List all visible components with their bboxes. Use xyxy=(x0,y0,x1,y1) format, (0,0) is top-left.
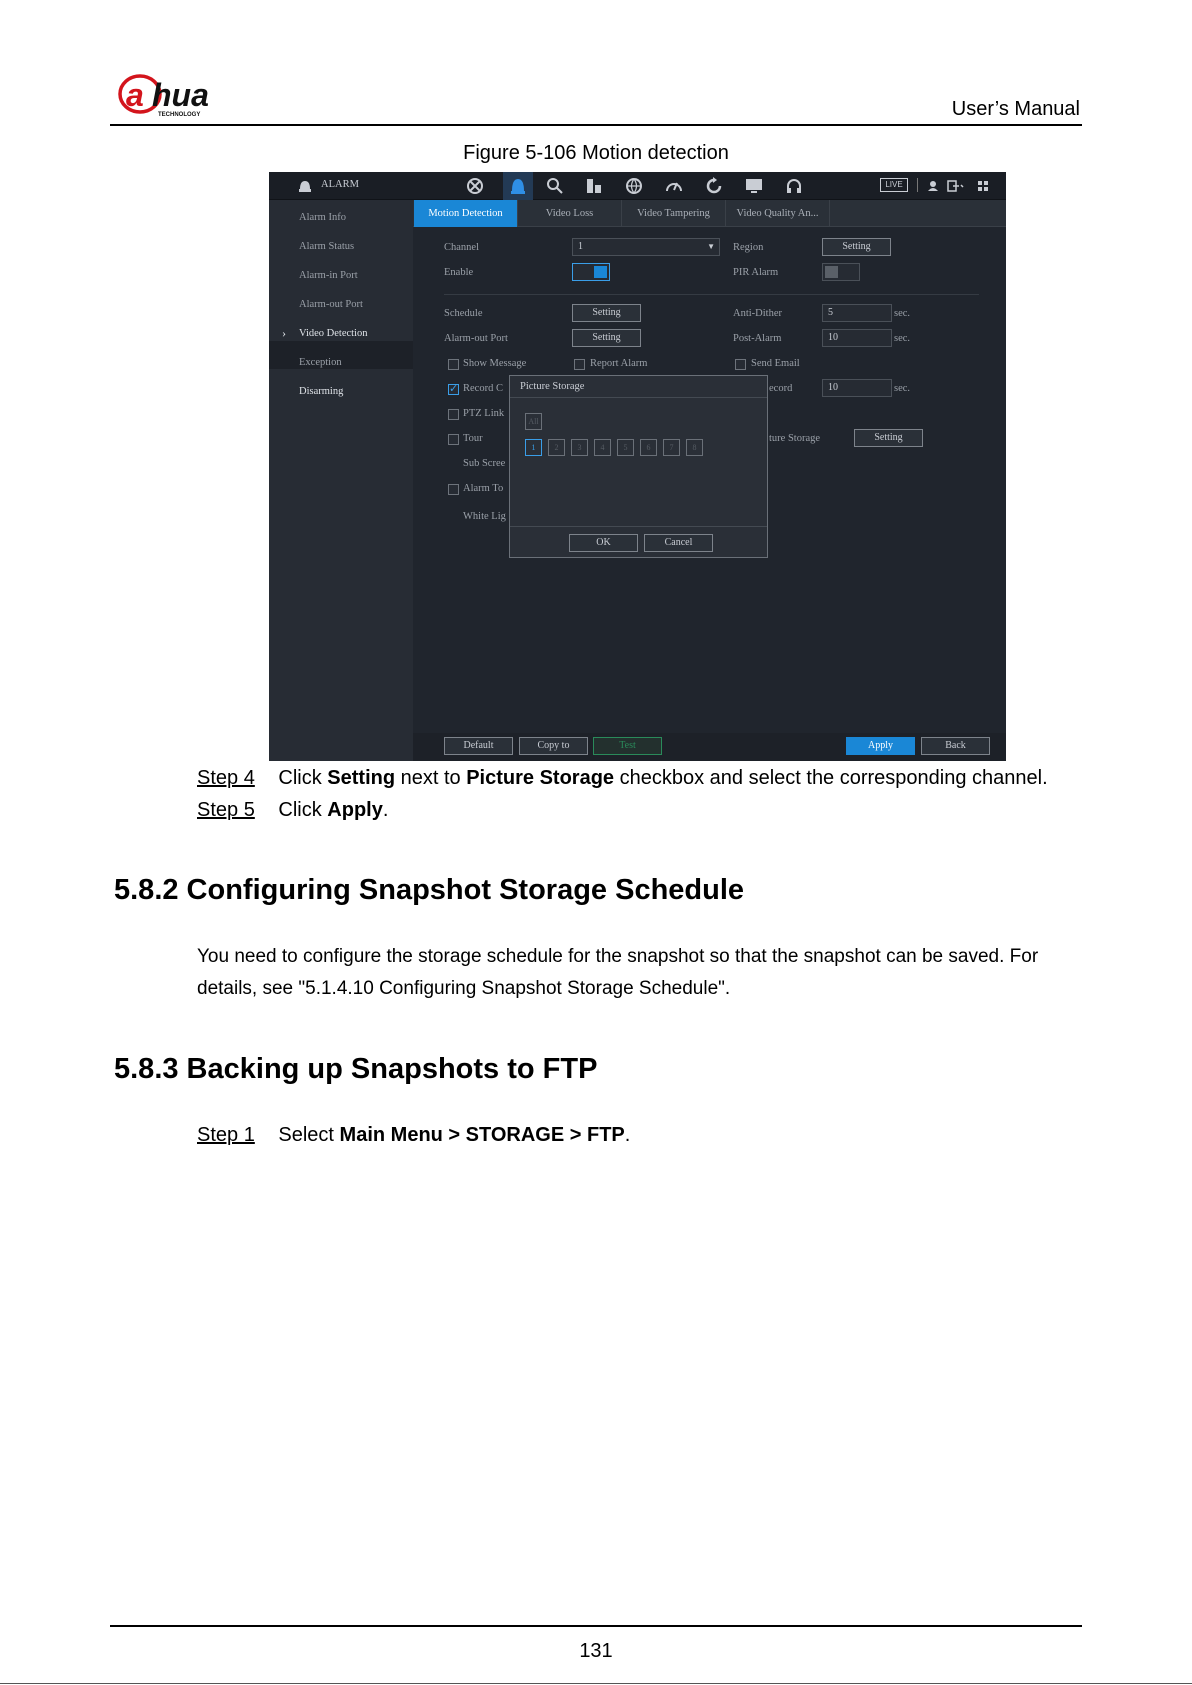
show-message-checkbox[interactable] xyxy=(448,359,459,370)
post-record-unit: sec. xyxy=(894,383,911,394)
report-alarm-label: Report Alarm xyxy=(590,358,648,369)
network-globe-icon[interactable] xyxy=(625,177,643,195)
channel-5-checkbox[interactable]: 5 xyxy=(617,439,634,456)
test-button[interactable]: Test xyxy=(593,737,662,755)
apply-button[interactable]: Apply xyxy=(846,737,915,755)
channel-8-checkbox[interactable]: 8 xyxy=(686,439,703,456)
post-record-input[interactable]: 10 xyxy=(822,379,892,397)
schedule-setting-button[interactable]: Setting xyxy=(572,304,641,322)
motion-detection-screenshot xyxy=(269,172,1006,761)
channel-6-checkbox[interactable]: 6 xyxy=(640,439,657,456)
picture-storage-label: ture Storage xyxy=(769,433,821,444)
post-alarm-input[interactable]: 10 xyxy=(822,329,892,347)
step-5-label: Step 5 xyxy=(197,799,255,821)
step-4-picture-storage: Picture Storage xyxy=(466,767,615,789)
step-1-text: . xyxy=(624,1124,631,1146)
section-5-8-2-para xyxy=(197,941,1077,1005)
channel-value: 1 xyxy=(578,241,583,252)
header-rule xyxy=(110,124,1082,126)
alarm-icon xyxy=(510,177,526,195)
display-monitor-icon[interactable] xyxy=(745,177,763,195)
post-alarm-unit: sec. xyxy=(894,333,911,344)
record-channel-label: Record C xyxy=(463,383,503,394)
step-5 xyxy=(197,799,388,822)
sub-screen-label: Sub Scree xyxy=(463,458,506,469)
alarm-tone-checkbox[interactable] xyxy=(448,484,459,495)
default-button[interactable]: Default xyxy=(444,737,513,755)
footer-rule xyxy=(110,1625,1082,1627)
schedule-label: Schedule xyxy=(444,308,483,319)
alarm-bell-icon xyxy=(297,178,313,194)
step-5-text: Click xyxy=(278,799,328,821)
sidebar-item-alarm-in-port[interactable]: Alarm-in Port xyxy=(299,270,358,281)
chevron-down-icon: ▼ xyxy=(707,242,715,251)
topbar xyxy=(269,172,1006,200)
anti-dither-input[interactable]: 5 xyxy=(822,304,892,322)
sidebar-item-video-detection[interactable]: Video Detection xyxy=(299,328,368,339)
section-5-8-2-line-1: You need to configure the storage schedule for the snapshot so that the snapshot can be saved. For xyxy=(197,946,1039,967)
page-number: 131 xyxy=(579,1640,613,1662)
tab-motion-detection[interactable]: Motion Detection xyxy=(414,200,518,227)
channel-label: Channel xyxy=(444,242,479,253)
enable-label: Enable xyxy=(444,267,474,278)
step-4-setting: Setting xyxy=(327,767,396,789)
grid-icon[interactable] xyxy=(977,180,989,192)
white-light-label: White Lig xyxy=(463,511,506,522)
ptz-link-label: PTZ Link xyxy=(463,408,505,419)
sidebar-arrow-icon: › xyxy=(282,326,286,340)
channel-3-checkbox[interactable]: 3 xyxy=(571,439,588,456)
step-4 xyxy=(197,767,1048,790)
live-button[interactable]: LIVE xyxy=(880,178,908,192)
report-alarm-checkbox[interactable] xyxy=(574,359,585,370)
anti-dither-unit: sec. xyxy=(894,308,911,319)
dialog-title: Picture Storage xyxy=(520,381,585,392)
ptz-link-checkbox[interactable] xyxy=(448,409,459,420)
section-5-8-2-title: 5.8.2 Configuring Snapshot Storage Schedule xyxy=(114,874,745,906)
storage-icon[interactable] xyxy=(585,177,603,195)
step-1 xyxy=(197,1124,630,1147)
sidebar-item-alarm-out-port[interactable]: Alarm-out Port xyxy=(299,299,363,310)
section-5-8-2-line-2: details, see "5.1.4.10 Configuring Snapshot Storage Schedule". xyxy=(197,978,731,999)
copy-to-button[interactable]: Copy to xyxy=(519,737,588,755)
step-1-text: Select xyxy=(278,1124,340,1146)
topbar-title: ALARM xyxy=(321,179,359,190)
search-person-icon[interactable] xyxy=(545,177,565,195)
dialog-footer-divider xyxy=(510,526,767,527)
picture-storage-setting-button[interactable]: Setting xyxy=(854,429,923,447)
step-1-label: Step 1 xyxy=(197,1124,255,1146)
tab-video-tampering[interactable]: Video Tampering xyxy=(622,200,726,227)
step-4-text: checkbox and select the corresponding channel. xyxy=(614,767,1048,789)
step-5-apply: Apply xyxy=(327,799,383,821)
alarm-tone-label: Alarm To xyxy=(463,483,504,494)
region-setting-button[interactable]: Setting xyxy=(822,238,891,256)
channel-select[interactable] xyxy=(572,238,720,256)
tour-label: Tour xyxy=(463,433,483,444)
step-4-text: Click xyxy=(278,767,328,789)
dialog-header xyxy=(510,376,767,398)
tour-checkbox[interactable] xyxy=(448,434,459,445)
manual-title: User’s Manual xyxy=(951,98,1080,120)
detection-tabs xyxy=(413,200,1006,227)
send-email-checkbox[interactable] xyxy=(735,359,746,370)
channel-4-checkbox[interactable]: 4 xyxy=(594,439,611,456)
channel-7-checkbox[interactable]: 7 xyxy=(663,439,680,456)
gauge-icon[interactable] xyxy=(665,177,683,195)
picture-storage-dialog xyxy=(509,375,768,558)
tab-video-loss[interactable]: Video Loss xyxy=(518,200,622,227)
bottom-bar xyxy=(413,733,1006,761)
maintenance-refresh-icon[interactable] xyxy=(705,177,723,195)
enable-toggle[interactable] xyxy=(572,263,610,281)
dialog-ok-button[interactable]: OK xyxy=(569,534,638,552)
sidebar-item-disarming[interactable]: Disarming xyxy=(299,386,344,397)
alarm-tab-icon-bg[interactable] xyxy=(503,172,533,200)
back-button[interactable]: Back xyxy=(921,737,990,755)
alarm-sidebar xyxy=(269,200,413,761)
logo-mark: a xyxy=(126,77,144,113)
logout-icon[interactable] xyxy=(947,180,965,192)
dialog-cancel-button[interactable]: Cancel xyxy=(644,534,713,552)
channel-1-checkbox[interactable]: 1 xyxy=(525,439,542,456)
step-4-label: Step 4 xyxy=(197,767,255,789)
record-channel-checkbox[interactable] xyxy=(448,384,459,395)
logo-sub: TECHNOLOGY xyxy=(158,112,201,118)
step-4-text: next to xyxy=(395,767,467,789)
tab-video-quality[interactable]: Video Quality An... xyxy=(726,200,830,227)
page-bottom-edge xyxy=(0,1683,1192,1684)
channel-2-checkbox[interactable]: 2 xyxy=(548,439,565,456)
figure-caption: Figure 5-106 Motion detection xyxy=(463,142,729,164)
all-channels-checkbox[interactable]: All xyxy=(525,413,542,430)
anti-dither-label: Anti-Dither xyxy=(733,308,782,319)
show-message-label: Show Message xyxy=(463,358,527,369)
pir-alarm-toggle[interactable] xyxy=(822,263,860,281)
alarm-out-setting-button[interactable]: Setting xyxy=(572,329,641,347)
sidebar-item-exception[interactable]: Exception xyxy=(299,357,342,368)
menu-icon[interactable] xyxy=(465,176,485,196)
form-divider xyxy=(444,294,979,295)
pir-alarm-label: PIR Alarm xyxy=(733,267,779,278)
post-record-label: ecord xyxy=(769,383,793,394)
sidebar-item-alarm-status[interactable]: Alarm Status xyxy=(299,241,355,252)
post-alarm-label: Post-Alarm xyxy=(733,333,782,344)
region-label: Region xyxy=(733,242,764,253)
user-icon[interactable] xyxy=(927,180,939,192)
logo-text: hua xyxy=(152,77,209,113)
sidebar-item-alarm-info[interactable]: Alarm Info xyxy=(299,212,346,223)
step-1-path: Main Menu > STORAGE > FTP xyxy=(339,1124,625,1146)
topbar-divider xyxy=(917,178,918,192)
step-5-text: . xyxy=(382,799,389,821)
send-email-label: Send Email xyxy=(751,358,800,369)
headset-icon[interactable] xyxy=(785,177,803,195)
section-5-8-3-title: 5.8.3 Backing up Snapshots to FTP xyxy=(114,1053,598,1085)
alarm-out-port-label: Alarm-out Port xyxy=(444,333,508,344)
